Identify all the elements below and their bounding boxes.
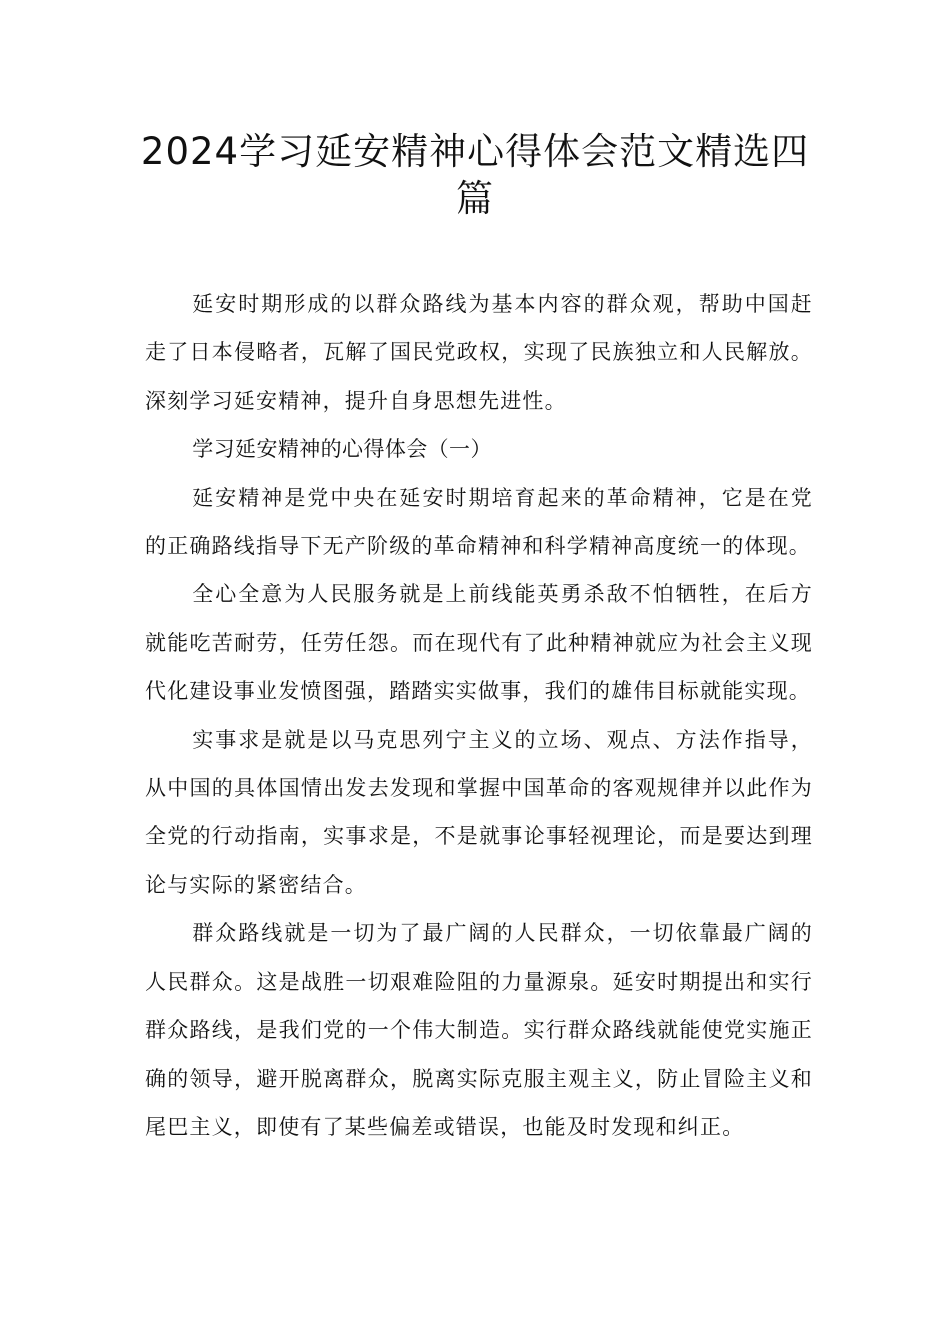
paragraph-serve-people: 全心全意为人民服务就是上前线能英勇杀敌不怕牺牲，在后方就能吃苦耐劳，任劳任怨。而在现代有了此种精神就应为社会主义现代化建设事业发愤图强，踏踏实实做事，我们的雄伟目标就能实现。 xyxy=(145,582,813,704)
document-body xyxy=(145,280,813,1151)
paragraph-intro: 延安时期形成的以群众路线为基本内容的群众观，帮助中国赶走了日本侵略者，瓦解了国民党政权，实现了民族独立和人民解放。深刻学习延安精神，提升自身思想先进性。 xyxy=(145,292,813,413)
paragraph-yanan-spirit: 延安精神是党中央在延安时期培育起来的革命精神，它是在党的正确路线指导下无产阶级的革命精神和科学精神高度统一的体现。 xyxy=(145,485,813,559)
paragraph-mass-line: 群众路线就是一切为了最广阔的人民群众，一切依靠最广阔的人民群众。这是战胜一切艰难险阻的力量源泉。延安时期提出和实行群众路线，是我们党的一个伟大制造。实行群众路线就能使党实施正确的领导，避开脱离群众，脱离实际克服主观主义，防止冒险主义和尾巴主义，即使有了某些偏差或错误，也能及时发现和纠正。 xyxy=(145,921,813,1139)
title-line-1: 2024学习延安精神心得体会范文精选四 xyxy=(140,130,810,173)
section-heading: 学习延安精神的心得体会（一） xyxy=(192,437,492,462)
document-title xyxy=(120,128,830,222)
paragraph-seek-truth: 实事求是就是以马克思列宁主义的立场、观点、方法作指导，从中国的具体国情出发去发现和掌握中国革命的客观规律并以此作为全党的行动指南，实事求是，不是就事论事轻视理论，而是要达到理论与实际的紧密结合。 xyxy=(145,727,813,897)
title-line-2: 篇 xyxy=(456,177,494,220)
